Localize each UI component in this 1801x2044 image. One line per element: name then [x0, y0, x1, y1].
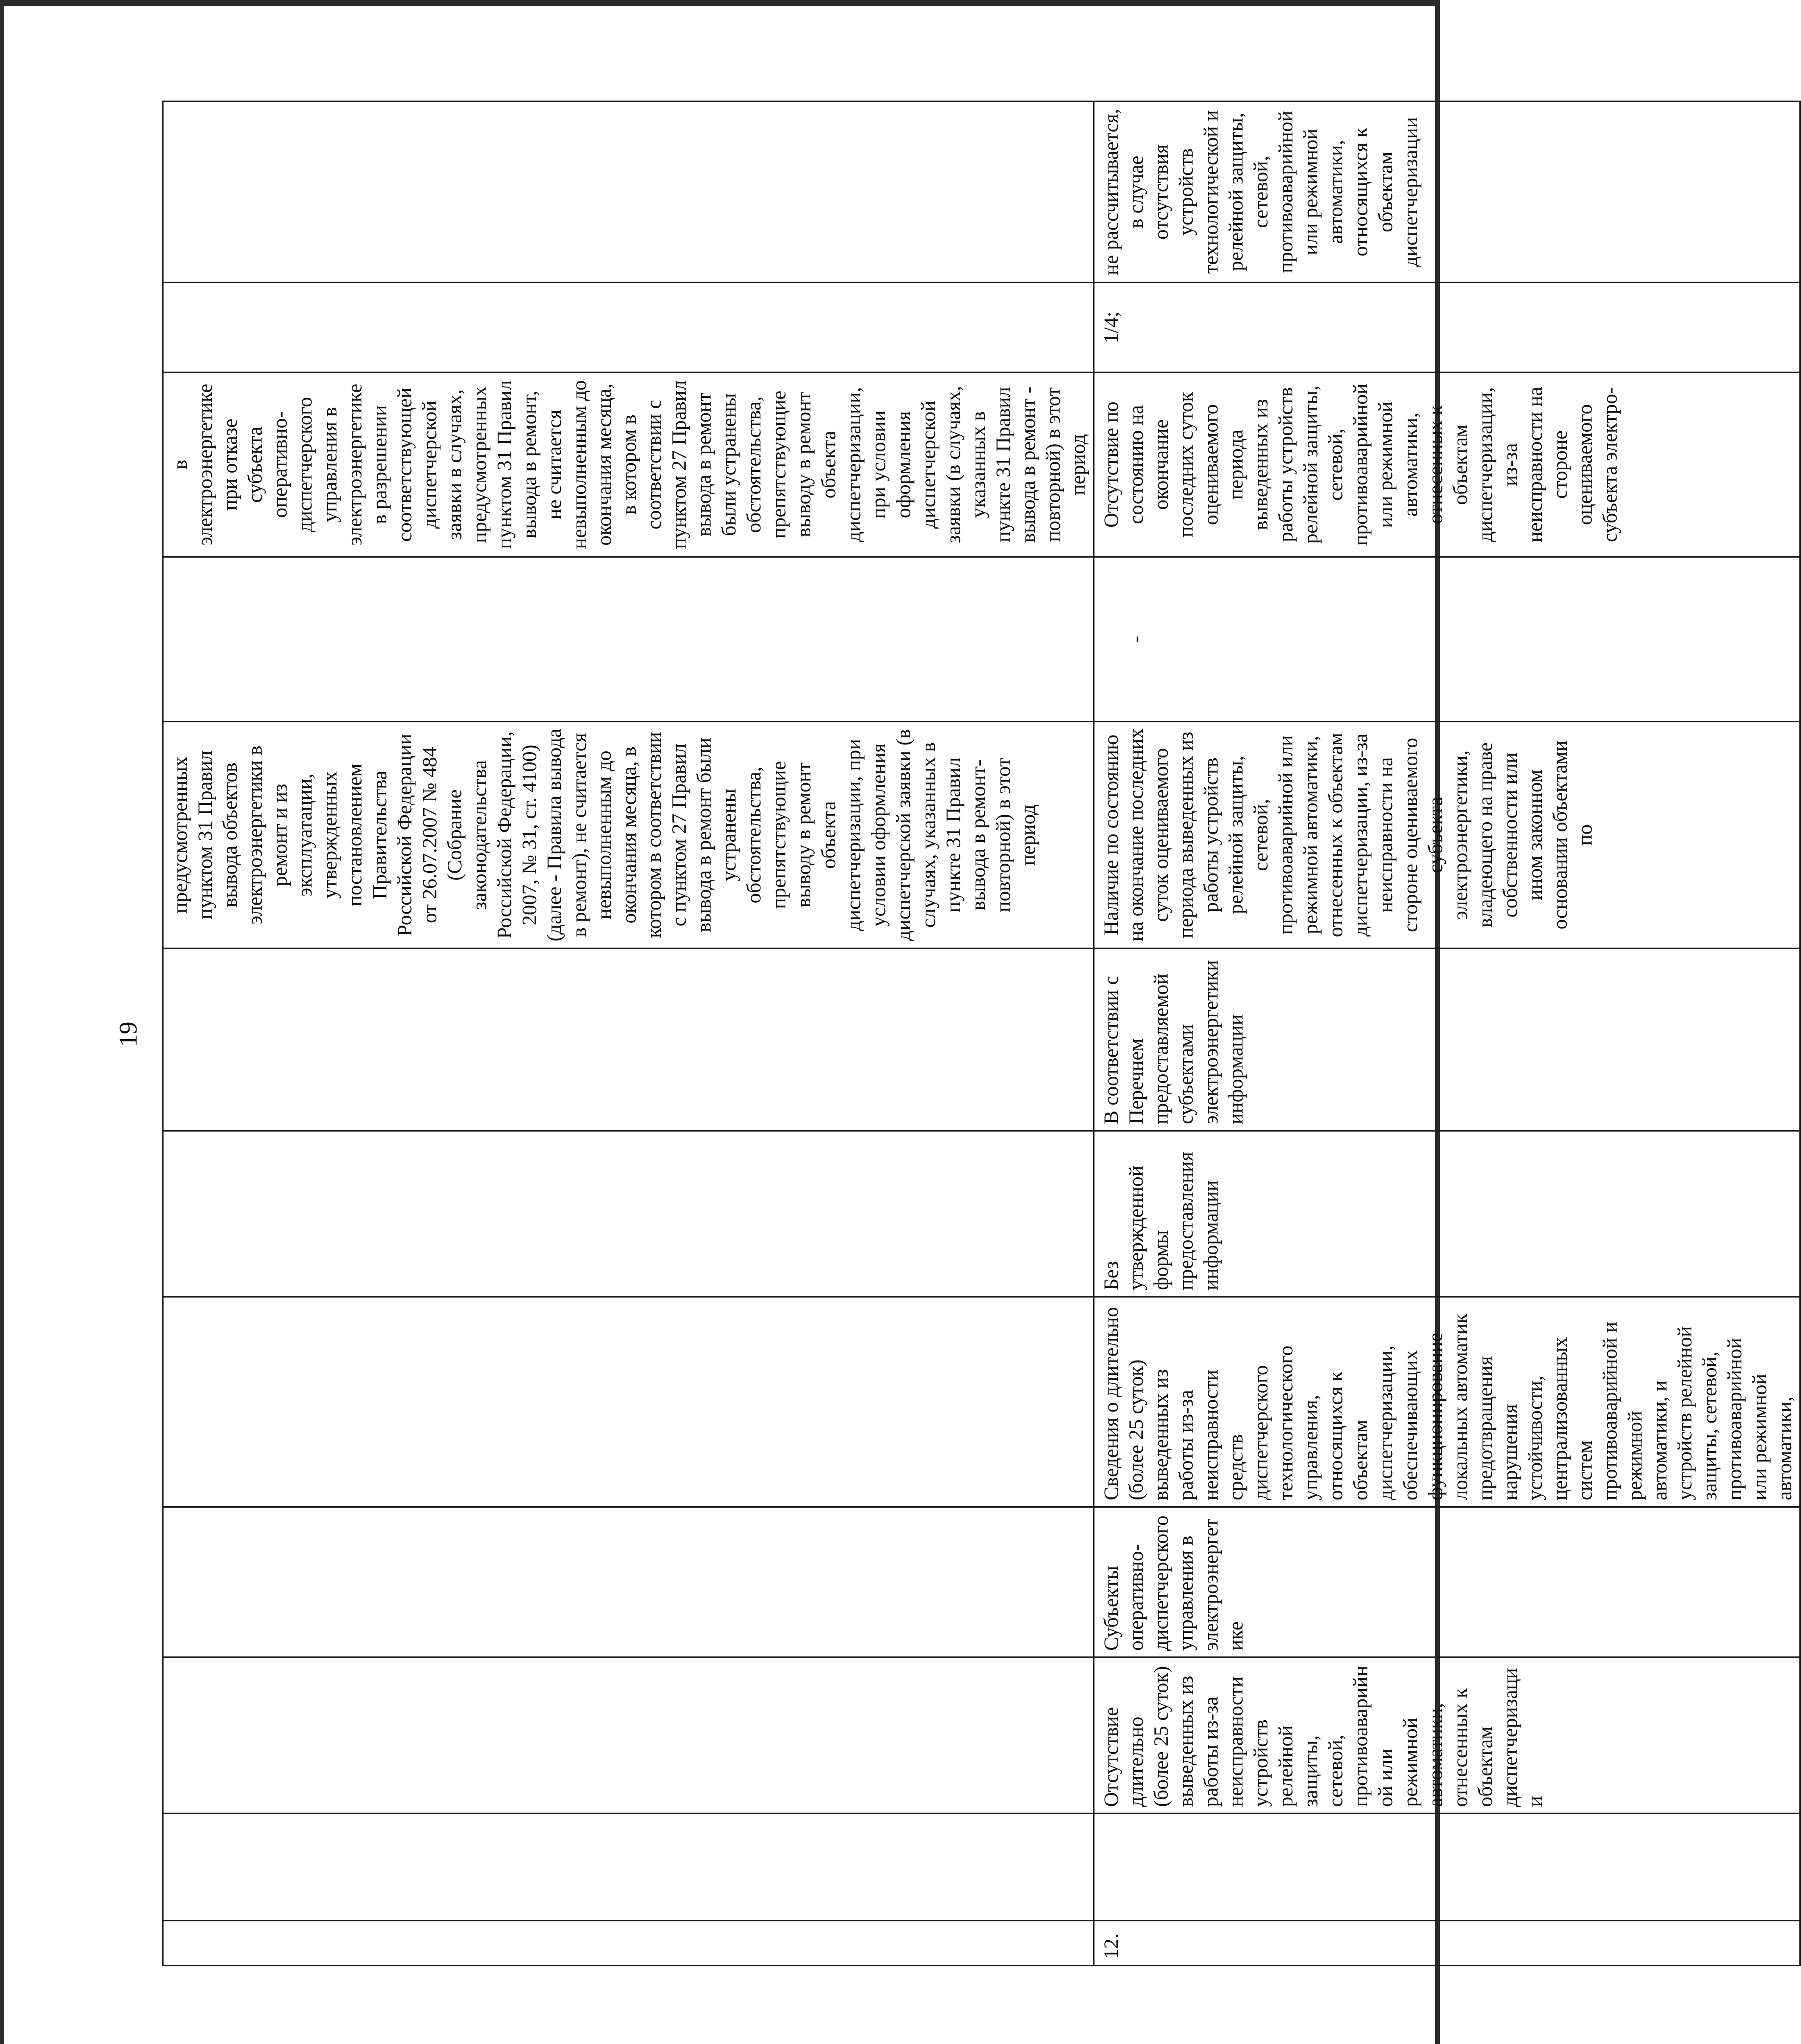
- cell: [163, 1297, 1094, 1507]
- cell-dash: [1094, 557, 1800, 722]
- cell-indicator-absence: Отсутствие по состоянию на окончание последних суток оцениваемого периода выведенных из работы устройств релейной защиты, сетевой, противоаварийной или режимной автоматики, отнесенных к объектам диспетчеризации, из-за неисправности на стороне оцениваемого субъекта электро-: [1094, 372, 1800, 557]
- criteria-table: [162, 101, 1801, 1966]
- rotated-page: [103, 102, 1796, 1966]
- cell-weight: 1/4;: [1094, 282, 1800, 372]
- cell: [1094, 1813, 1800, 1921]
- cell-form: Без утвержденной формы предоставления информации: [1094, 1131, 1800, 1297]
- table-row-12: [1094, 101, 1800, 1966]
- cell: [163, 1131, 1094, 1297]
- cell: [163, 948, 1094, 1131]
- cell-indicator-absence: в электроэнергетике при отказе субъекта оперативно-диспетчерского управления в электроэнергетике в разрешении соответствующей диспетчерской заявки в случаях, предусмотренных пунктом 31 Правил вывода в ремонт, не считается невыполненным до окончания месяца, в котором в соответствии с пунктом 27 Правил вывода в ремонт были устранены обстоятельства, препятствующие выводу в ремонт объекта диспетчеризации, при условии оформления диспетчерской заявки (в случаях, указанных в пункте 31 Правил вывода в ремонт - повторной) в этот период: [163, 372, 1094, 557]
- cell-subjects: Субъекты оперативно-диспетчерского управления в электроэнергетике: [1094, 1507, 1800, 1657]
- cell: [163, 557, 1094, 722]
- cell-row-number: 12.: [1094, 1921, 1800, 1966]
- page-number: 19: [114, 1022, 142, 1047]
- scan-edge-left: [0, 0, 4, 2044]
- cell: [163, 282, 1094, 372]
- cell-note: не рассчитывается, в случае отсутствия устройств технологической и релейной защиты, сетевой, противоаварийной или режимной автоматики, относящихся к объектам диспетчеризации: [1094, 101, 1800, 282]
- cell: [163, 101, 1094, 282]
- cell: [163, 1657, 1094, 1813]
- dash-mark: -: [1124, 636, 1147, 643]
- cell-number: [163, 1921, 1094, 1966]
- scan-edge-top: [0, 0, 1440, 6]
- cell: [163, 1813, 1094, 1921]
- table-row-continued: [163, 101, 1094, 1966]
- cell-indicator-presence: предусмотренных пунктом 31 Правил вывода объектов электроэнергетики в ремонт и из эксплуатации, утвержденных постановлением Правительства Российской Федерации от 26.07.2007 № 484 (Собрание законодательства Российской Федерации, 2007, № 31, ст. 4100) (далее - Правила вывода в ремонт), не считается невыполненным до окончания месяца, в котором в соответствии с пунктом 27 Правил вывода в ремонт были устранены обстоятельства, препятствующие выводу в ремонт объекта диспетчеризации, при условии оформления диспетчерской заявки (в случаях, указанных в пункте 31 Правил вывода в ремонт- повторной) в этот период: [163, 722, 1094, 948]
- cell-procedure: В соответствии с Перечнем предоставляемой субъектами электроэнергетики информации: [1094, 948, 1800, 1131]
- cell-information: Сведения о длительно (более 25 суток) выведенных из работы из-за неисправности средств диспетчерского технологического управления, относящихся к объектам диспетчеризации, обеспечивающих функционирование локальных автоматик предотвращения нарушения устойчивости, централизованных систем противоаварийной и режимной автоматики, и устройств релейной защиты, сетевой, противоаварийной или режимной автоматики,: [1094, 1297, 1800, 1507]
- cell-indicator-presence: Наличие по состоянию на окончание последних суток оцениваемого периода выведенных из работы устройств релейной защиты, сетевой, противоаварийной или режимной автоматики, отнесенных к объектам диспетчеризации, из-за неисправности на стороне оцениваемого субъекта электроэнергетики, владеющего на праве собственности или ином законном основании объектами по: [1094, 722, 1800, 948]
- cell: [163, 1507, 1094, 1657]
- cell-criterion: Отсутствие длительно (более 25 суток) выведенных из работы из-за неисправности устройств релейной защиты, сетевой, противоаварийной или режимной автоматики, отнесенных к объектам диспетчеризации: [1094, 1657, 1800, 1813]
